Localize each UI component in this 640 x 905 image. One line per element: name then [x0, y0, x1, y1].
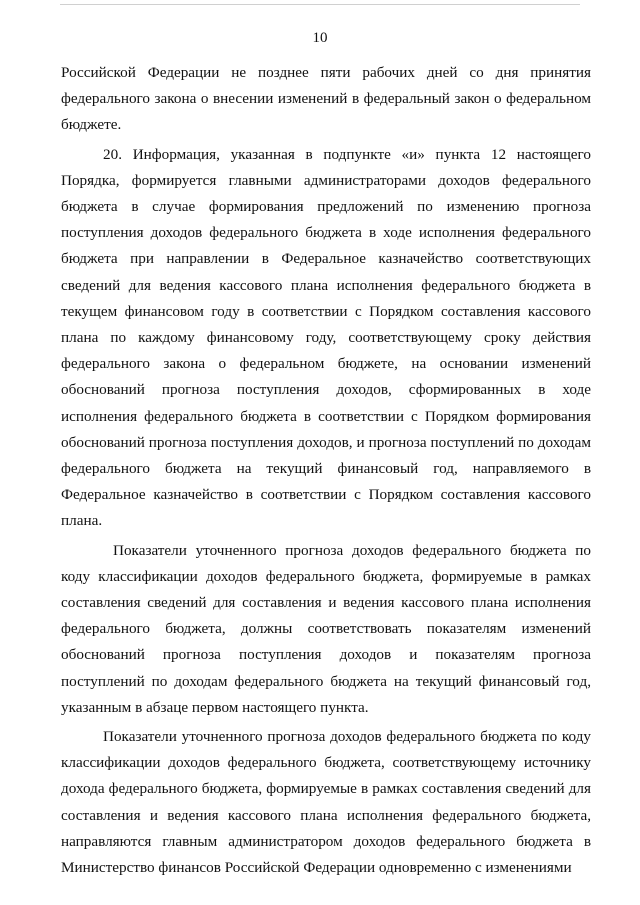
scan-edge-line: [60, 4, 580, 5]
paragraph-indicators-submission: Показатели уточненного прогноза доходов федерального бюджета по коду классификации доходов федерального бюджета, соответствующему источнику дохода федерального бюджета, формируемые в рамках составления сведений для составления и ведения кассового плана исполнения федерального бюджета, направляются главным администратором доходов федерального бюджета в Министерство финансов Российской Федерации одновременно с изменениями: [61, 728, 591, 877]
page-number: 10: [312, 30, 328, 46]
paragraph-indicators-correspondence: Показатели уточненного прогноза доходов федерального бюджета по коду классификации доходов федерального бюджета, формируемые в рамках составления сведений для составления и ведения кассового плана исполнения федерального бюджета, должны соответствовать показателям изменений обоснований прогноза поступления доходов и показателям прогноза поступлений по доходам федерального бюджета на текущий финансовый год, указанным в абзаце первом настоящего пункта.: [61, 541, 591, 716]
document-body: [61, 60, 591, 881]
paragraph-item-20: 20. Информация, указанная в подпункте «и» пункта 12 настоящего Порядка, формируется главными администраторами доходов федерального бюджета в случае формирования предложений по изменению прогноза поступления доходов федерального бюджета в ходе исполнения федерального бюджета при направлении в Федеральное казначейство соответствующих сведений для ведения кассового плана исполнения федерального бюджета в текущем финансовом году в соответствии с Порядком составления кассового плана по каждому финансовому году, соответствующему сроку действия федерального закона о федеральном бюджете, на основании изменений обоснований прогноза поступления доходов, сформированных в ходе исполнения федерального бюджета в соответствии с Порядком формирования обоснований прогноза поступления доходов, и прогноза поступлений по доходам федерального бюджета на текущий финансовый год, направляемого в Федеральное казначейство в соответствии с Порядком составления кассового плана.: [61, 145, 591, 530]
paragraph-continuation: Российской Федерации не позднее пяти рабочих дней со дня принятия федерального закона о внесении изменений в федеральный закон о федеральном бюджете.: [61, 64, 591, 134]
